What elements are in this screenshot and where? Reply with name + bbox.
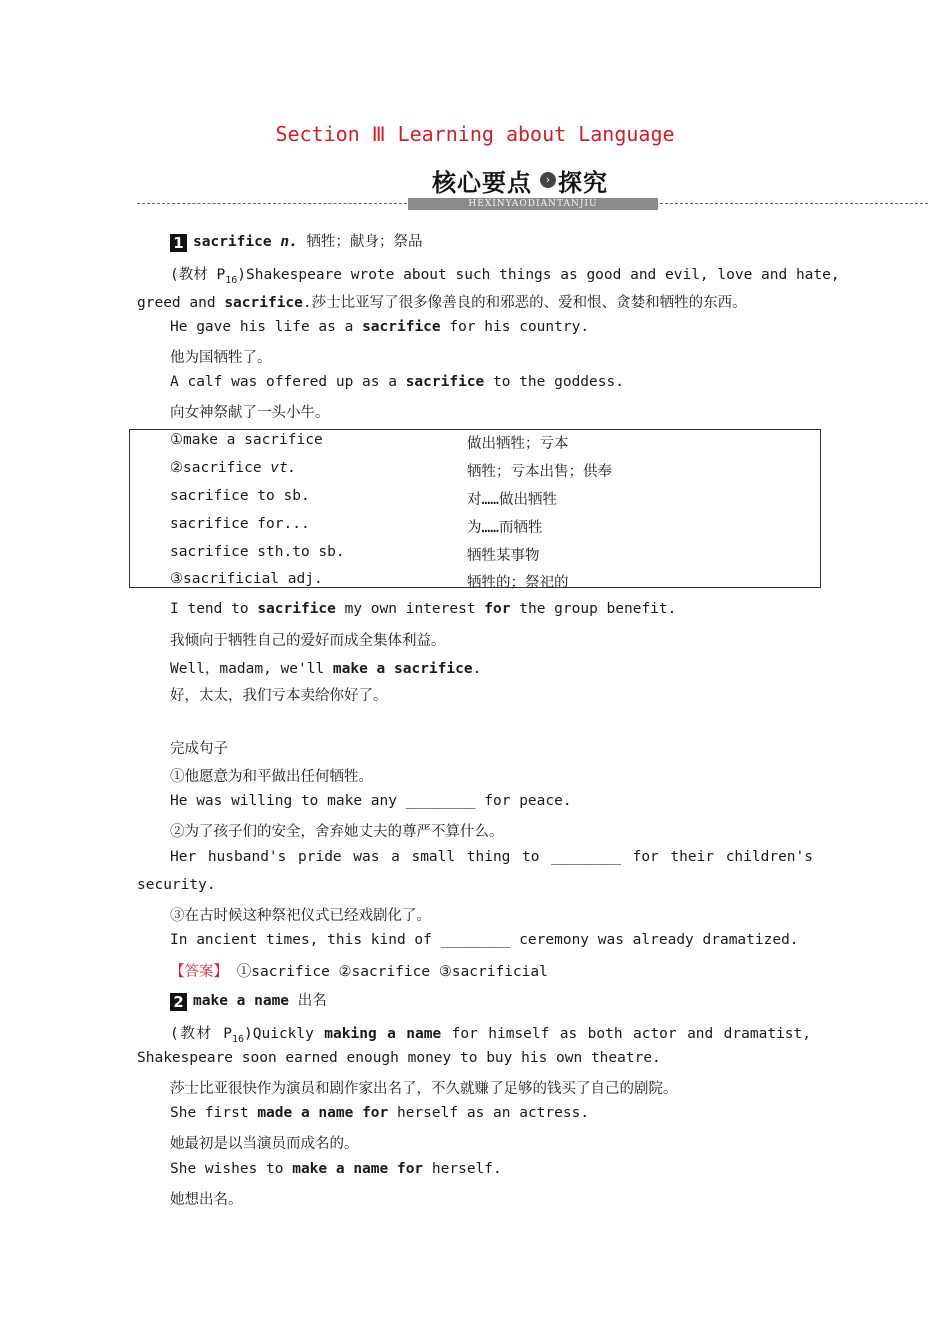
example-line: (教材 $P_{16})Quickly$ making a name for himself as both actor and dramatist,: [170, 1026, 811, 1045]
banner-subtitle: HEXINYAODIANTANJIU: [408, 198, 658, 210]
translation-line: 他为国牺牲了。: [170, 350, 272, 366]
phrase-en: sacrifice for...: [170, 516, 310, 532]
headword-meaning: 出名: [297, 993, 327, 1009]
divider-left: [137, 203, 407, 204]
phrase-en: ①make a sacrifice: [170, 432, 323, 448]
translation-line: 莎士比亚很快作为演员和剧作家出名了，不久就赚了足够的钱买了自己的剧院。: [170, 1081, 678, 1097]
exercise-sentence: In ancient times, this kind of ________ ceremony was already dramatized.: [170, 932, 799, 948]
phrase-zh: 牺牲某事物: [467, 548, 540, 564]
translation-line: 她最初是以当演员而成名的。: [170, 1136, 359, 1152]
exercise-question: ②为了孩子们的安全，舍弃她丈夫的尊严不算什么。: [170, 824, 504, 840]
divider-right: [660, 203, 928, 204]
exercise-sentence: Her husband's pride was a small thing to ________ for their children's: [170, 849, 813, 865]
headword-meaning: 牺牲；献身；祭品: [306, 234, 423, 250]
banner-text-secondary: 探究: [558, 169, 608, 197]
item-number: 2: [170, 993, 187, 1011]
phrase-zh: 牺牲的；祭祀的: [467, 575, 569, 591]
exercise-sentence: security.: [137, 877, 216, 893]
exercise-sentence: He was willing to make any ________ for peace.: [170, 793, 572, 809]
translation-line: 向女神祭献了一头小牛。: [170, 405, 330, 421]
exercise-title: 完成句子: [170, 741, 228, 757]
banner-text-main: 核心要点: [432, 169, 532, 197]
example-line: She wishes to make a name for herself.: [170, 1161, 502, 1177]
headword: make a name: [193, 993, 290, 1009]
phrase-zh: 牺牲；亏本出售；供奉: [467, 464, 612, 480]
example-line: (教材 $P_{16})Shakespeare$ wrote about such things as good and evil, love and hate,: [170, 267, 840, 286]
example-line: I tend to sacrifice my own interest for the group benefit.: [170, 601, 677, 617]
exercise-question: ①他愿意为和平做出任何牺牲。: [170, 769, 373, 785]
phrase-en: sacrifice sth.to sb.: [170, 544, 345, 560]
item-number: 1: [170, 234, 187, 252]
page-title: Section Ⅲ Learning about Language: [275, 122, 675, 146]
headword: sacrifice: [193, 234, 272, 250]
example-line: A calf was offered up as a sacrifice to the goddess.: [170, 374, 624, 390]
phrase-zh: 对……做出牺牲: [467, 492, 557, 508]
item-heading: [170, 230, 423, 252]
translation-line: 她想出名。: [170, 1192, 243, 1208]
item-heading: [170, 989, 327, 1011]
example-line: Shakespeare soon earned enough money to buy his own theatre.: [137, 1050, 661, 1066]
translation-line: 我倾向于牺牲自己的爱好而成全集体利益。: [170, 633, 446, 649]
chevron-right-icon: ›: [540, 172, 556, 188]
example-line: greed and sacrifice.莎士比亚写了很多像善良的和邪恶的、爱和恨、贪婪和牺牲的东西。: [137, 295, 747, 311]
example-line: Well，madam, we'll make a sacrifice.: [170, 661, 482, 677]
phrase-zh: 做出牺牲；亏本: [467, 436, 569, 452]
part-of-speech: n.: [280, 234, 298, 250]
exercise-question: ③在古时候这种祭祀仪式已经戏剧化了。: [170, 908, 431, 924]
example-line: She first made a name for herself as an actress.: [170, 1105, 590, 1121]
phrase-en: ②sacrifice vt.: [170, 460, 297, 476]
section-banner-title: [432, 163, 608, 198]
phrase-en: ③sacrificial adj.: [170, 571, 323, 587]
example-line: He gave his life as a sacrifice for his country.: [170, 319, 590, 335]
answer-label: 【答案】: [170, 964, 228, 980]
phrase-en: sacrifice to sb.: [170, 488, 310, 504]
phrase-zh: 为……而牺牲: [467, 520, 543, 536]
translation-line: 好，太太，我们亏本卖给你好了。: [170, 688, 388, 704]
answer-line: [170, 960, 548, 981]
answer-text: ①sacrifice ②sacrifice ③sacrificial: [228, 964, 548, 980]
